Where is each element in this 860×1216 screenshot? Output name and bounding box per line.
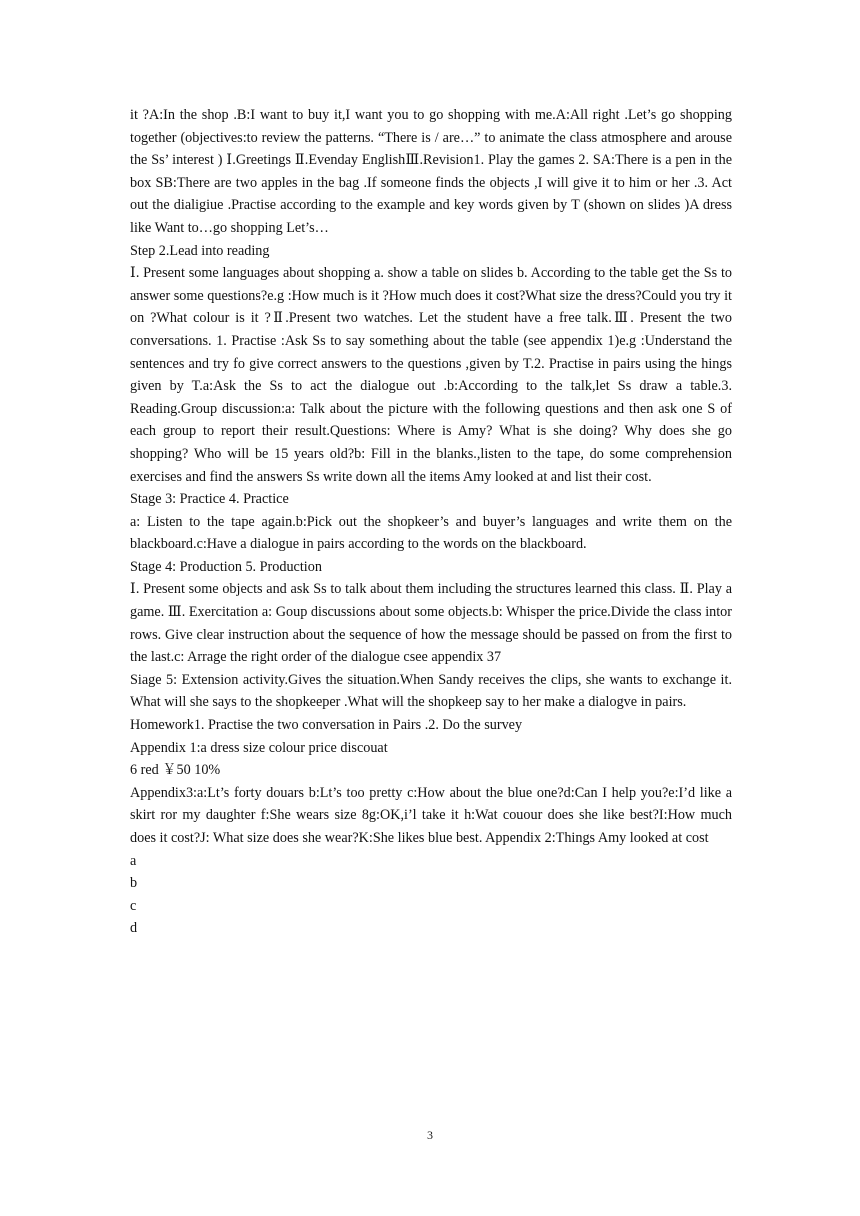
page-number: 3 [427, 1128, 433, 1142]
paragraph-appendix-1: Appendix 1:a dress size colour price discouat [130, 739, 388, 756]
paragraph-intro-dialogue: it ?A:In the shop .B:I want to buy it,I want you to go shopping with me.A:All right .Let’s go shopping together (objectives:to review the patterns. “There is / are…” to animate the class atmosphere and arouse the Ss’ interest ) Ⅰ.Greetings Ⅱ.Evenday EnglishⅢ.Revision1. Play the games 2. SA:There is a pen in the box SB:There are two apples in the bag .If someone finds the objects ,I will give it to him or her .3. Act out the dialigiue .Practise according to the example and key words given by T (shown on slides )A dress like Want to…go shopping Let’s… [130, 107, 732, 236]
heading-stage-4: Stage 4: Production 5. Production [130, 558, 322, 575]
paragraph-homework: Homework1. Practise the two conversation in Pairs .2. Do the survey [130, 717, 523, 734]
list-item-d: d [130, 920, 138, 937]
paragraph-appendix-3: Appendix3:a:Lt’s forty douars b:Lt’s too pretty c:How about the blue one?d:Can I help you?e:I’d like a skirt ror my daughter f:She wears size 8g:OK,i’l take it h:Wat couour does she like best?I:How much does it cost?J: What size does she wear?K:She likes blue best. Appendix 2:Things Amy looked at cost [130, 784, 732, 846]
paragraph-production: Ⅰ. Present some objects and ask Ss to talk about them including the structures learned this class. Ⅱ. Play a game. Ⅲ. Exercitation a: Goup discussions about some objects.b: Whisper the price.Divide the class intor rows. Give clear instruction about the sequence of how the message should be passed on from the first to the last.c: Arrage the right order of the dialogue csee appendix 37 [130, 581, 732, 666]
heading-stage-3: Stage 3: Practice 4. Practice [130, 491, 289, 508]
paragraph-extension-activity: Siage 5: Extension activity.Gives the situation.When Sandy receives the clips, she wants to exchange it. What will she says to the shopkeeper .What will the shopkeep say to her make a dialogve in pairs. [130, 671, 732, 711]
list-item-b: b [130, 875, 138, 892]
paragraph-lead-into-reading: Ⅰ. Present some languages about shopping a. show a table on slides b. According to the table get the Ss to answer some questions?e.g :How much is it ?How much does it cost?What size the dress?Could you try it on ?What colour is it ?Ⅱ.Present two watches. Let the student have a free talk.Ⅲ. Present the two conversations. 1. Practise :Ask Ss to say something about the table (see appendix 1)e.g :Understand the sentences and try fo give correct answers to the questions ,given by T.2. Practise in pairs using the hings given by T.a:Ask the Ss to act the dialogue out .b:According to the talk,let Ss draw a table.3. Reading.Group discussion:a: Talk about the picture with the following questions and then ask one S of each group to report their result.Questions: Where is Amy? What is she doing? Why does she go shopping? Who will be 15 years old?b: Fill in the blanks.,listen to the tape, do some comprehension exercises and find the answers Ss write down all the items Amy looked at and list their cost. [130, 265, 732, 485]
list-item-a: a [130, 852, 137, 869]
paragraph-practice: a: Listen to the tape again.b:Pick out the shopkeer’s and buyer’s languages and write them on the blackboard.c:Have a dialogue in pairs according to the words on the blackboard. [130, 513, 732, 553]
document-body [130, 104, 732, 940]
paragraph-appendix-1-values: 6 red ￥50 10% [130, 762, 221, 779]
list-item-c: c [130, 897, 137, 914]
heading-step-2: Step 2.Lead into reading [130, 242, 270, 259]
